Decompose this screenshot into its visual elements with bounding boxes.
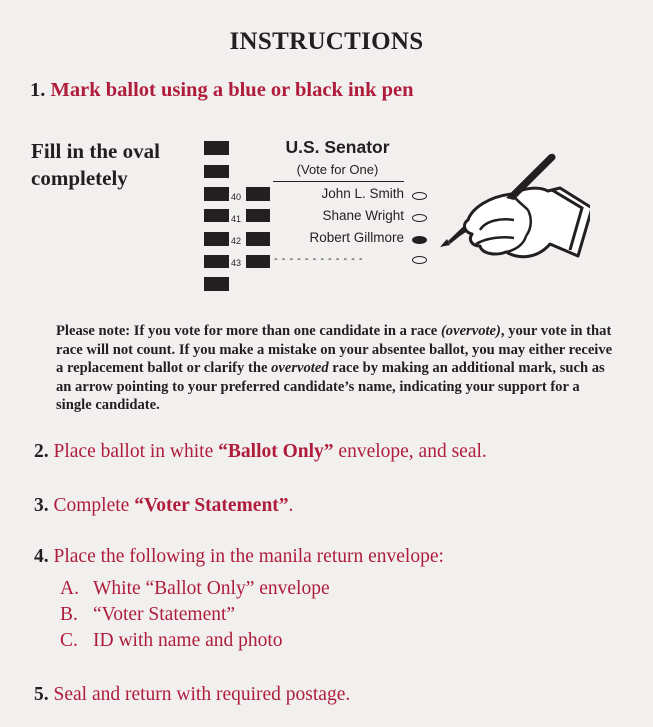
office-title: U.S. Senator [285,137,390,157]
note-lead: Please note: If you vote for more than one candidate in a race [56,323,441,339]
item-text: White “Ballot Only” envelope [93,578,330,599]
candidate-name: Robert Gillmore [309,230,404,245]
row-number: 41 [231,214,242,224]
row-number: 40 [231,192,242,202]
step-4-item-a [60,578,330,600]
row-number: 43 [231,258,242,268]
step-5-number: 5. [34,684,49,705]
step-4-item-b [60,604,235,626]
row-number: 42 [231,236,242,246]
note-overvoted: overvoted [271,360,329,377]
header-rule [273,181,404,182]
step-4 [34,546,444,568]
note-tail: race by making an additional mark, such as an arrow pointing to your preferred candidate’s name, indicating your support for a single candidate. [56,360,605,414]
candidate-name: John L. Smith [321,186,404,201]
candidate-name: Shane Wright [322,208,404,223]
item-text: “Voter Statement” [93,604,236,625]
step-3-pre: Complete [53,495,135,516]
timing-mark [246,255,270,268]
timing-mark [204,187,229,201]
step-3 [34,495,293,517]
step-4-number: 4. [34,546,49,567]
step-3-number: 3. [34,495,49,516]
step-5 [34,684,350,706]
vote-for-one: (Vote for One) [296,162,379,177]
step-1-number: 1. [30,79,46,101]
item-letter: B. [60,604,78,625]
timing-mark [246,187,270,201]
fill-oval-line-1: Fill in the oval [31,139,160,163]
item-letter: C. [60,630,78,651]
fill-oval-line-2: completely [31,166,128,190]
note-mid: , your vote in that race will not count. If you make a mistake on your absentee ballot, you may either receive a replacement ballot or clarify the [56,323,613,377]
step-3-bold: “Voter Statement” [134,495,289,516]
timing-mark [204,165,229,178]
step-4-text: Place the following in the manila return envelope: [53,546,444,567]
step-2-post: envelope, and seal. [333,441,487,462]
item-text: ID with name and photo [93,630,283,651]
write-in-line: - - - - - - - - - - - - [274,253,364,265]
ballot-example [0,0,653,300]
step-2-pre: Place ballot in white [53,441,219,462]
step-5-text: Seal and return with required postage. [53,684,351,705]
timing-mark [204,277,229,291]
please-note [56,322,616,415]
timing-mark [204,232,229,246]
step-2-bold: “Ballot Only” [218,441,334,462]
timing-mark [246,209,270,222]
timing-mark [204,141,229,155]
step-2 [34,441,487,463]
hand-with-pen-icon [420,148,590,273]
item-letter: A. [60,578,79,599]
timing-mark [204,255,229,268]
step-1-text: Mark ballot using a blue or black ink pen [50,79,414,101]
step-3-post: . [288,495,294,516]
note-overvote: (overvote) [440,323,501,339]
step-4-item-c [60,630,283,652]
timing-mark [246,232,270,246]
page-title: INSTRUCTIONS [229,28,424,55]
step-2-number: 2. [34,441,49,462]
timing-mark [204,209,229,222]
